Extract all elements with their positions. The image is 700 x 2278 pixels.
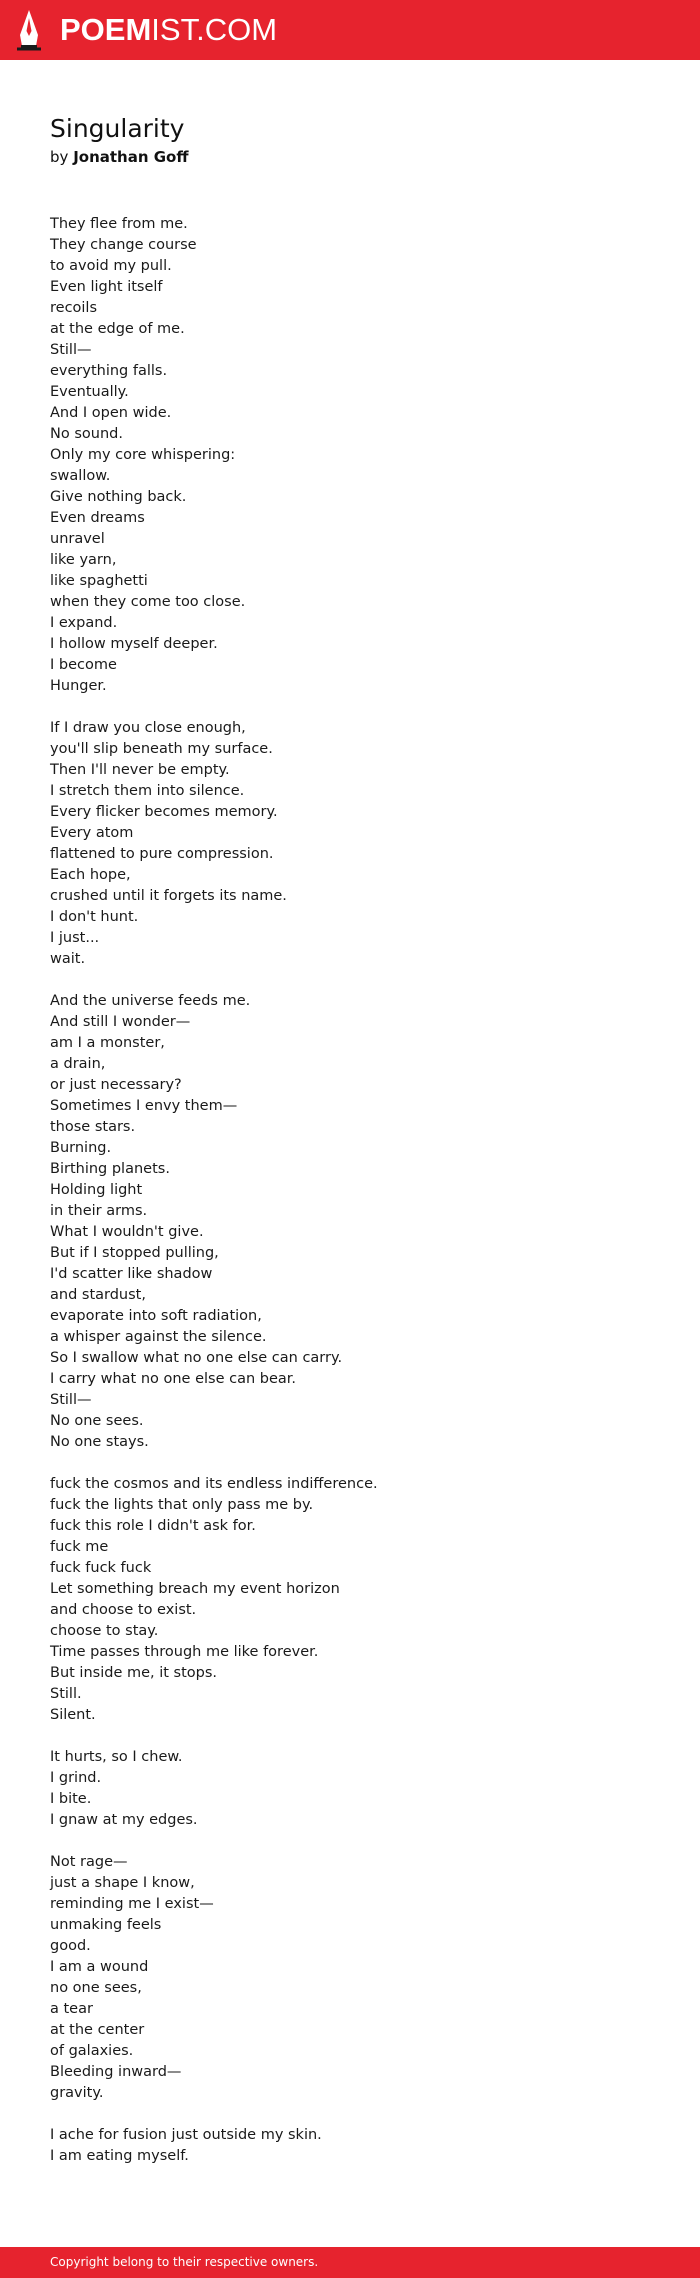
poem-stanza	[50, 991, 650, 1453]
poem-line: Even light itself	[50, 279, 163, 295]
poem-line: just a shape I know,	[50, 1875, 195, 1891]
poem-line: No one stays.	[50, 1434, 149, 1450]
site-header	[0, 0, 700, 60]
poem-line: I don't hunt.	[50, 909, 139, 925]
poem-line: everything falls.	[50, 363, 168, 379]
poem-line: Birthing planets.	[50, 1161, 170, 1177]
poem-line: or just necessary?	[50, 1077, 182, 1093]
poem-line: But inside me, it stops.	[50, 1665, 218, 1681]
pen-nib-icon	[16, 9, 42, 51]
poem-line: I ache for fusion just outside my skin.	[50, 2127, 322, 2143]
poem-line: wait.	[50, 951, 86, 967]
poem-line: And still I wonder—	[50, 1014, 191, 1030]
poem-line: fuck fuck fuck	[50, 1560, 152, 1576]
poem-line: no one sees,	[50, 1980, 142, 1996]
poem-stanza	[50, 718, 650, 970]
poem-line: Eventually.	[50, 384, 129, 400]
poem-line: I am a wound	[50, 1959, 149, 1975]
poem-line: Time passes through me like forever.	[50, 1644, 319, 1660]
poem-line: I stretch them into silence.	[50, 783, 245, 799]
poem-line: Let something breach my event horizon	[50, 1581, 340, 1597]
poem-line: fuck the cosmos and its endless indifference.	[50, 1476, 378, 1492]
poem-line: of galaxies.	[50, 2043, 134, 2059]
poem-line: Then I'll never be empty.	[50, 762, 230, 778]
poem-line: Hunger.	[50, 678, 107, 694]
poem-line: good.	[50, 1938, 91, 1954]
site-logo-text: POEMIST.COM	[60, 12, 278, 47]
poem-line: I hollow myself deeper.	[50, 636, 218, 652]
poem-line: flattened to pure compression.	[50, 846, 274, 862]
poem-stanza	[50, 2125, 650, 2167]
poem-line: I'd scatter like shadow	[50, 1266, 213, 1282]
poem-line: No sound.	[50, 426, 123, 442]
poem-line: Give nothing back.	[50, 489, 187, 505]
poem-line: They flee from me.	[50, 216, 188, 232]
poem-title: Singularity	[50, 114, 185, 143]
poem-line: a drain,	[50, 1056, 106, 1072]
site-logo[interactable]	[16, 9, 277, 51]
poem-line: and choose to exist.	[50, 1602, 197, 1618]
poem-line: I just...	[50, 930, 100, 946]
poem-line: Still.	[50, 1686, 82, 1702]
poem-line: unravel	[50, 531, 105, 547]
poem-line: Each hope,	[50, 867, 131, 883]
poem-line: Still—	[50, 1392, 92, 1408]
poem-line: But if I stopped pulling,	[50, 1245, 219, 1261]
poem-line: like spaghetti	[50, 573, 148, 589]
poem-line: So I swallow what no one else can carry.	[50, 1350, 343, 1366]
poem-line: Every flicker becomes memory.	[50, 804, 278, 820]
poem-line: crushed until it forgets its name.	[50, 888, 287, 904]
poem-line: at the edge of me.	[50, 321, 185, 337]
poem-byline	[50, 146, 650, 168]
copyright-notice: Copyright belong to their respective owners.	[50, 2255, 319, 2269]
poem-line: you'll slip beneath my surface.	[50, 741, 273, 757]
poem-line: I grind.	[50, 1770, 102, 1786]
poem-line: Not rage—	[50, 1854, 128, 1870]
poem-line: It hurts, so I chew.	[50, 1749, 183, 1765]
poem-line: swallow.	[50, 468, 111, 484]
poem-line: unmaking feels	[50, 1917, 162, 1933]
poem-line: and stardust,	[50, 1287, 146, 1303]
poem-line: And the universe feeds me.	[50, 993, 251, 1009]
poem-line: recoils	[50, 300, 98, 316]
poem-line: a whisper against the silence.	[50, 1329, 267, 1345]
poem-line: Silent.	[50, 1707, 96, 1723]
poem-line: They change course	[50, 237, 197, 253]
poem-line: I become	[50, 657, 117, 673]
poem-line: Holding light	[50, 1182, 143, 1198]
poem-line: I am eating myself.	[50, 2148, 189, 2164]
poem-line: Burning.	[50, 1140, 112, 1156]
poem-line: I bite.	[50, 1791, 92, 1807]
poem-line: am I a monster,	[50, 1035, 165, 1051]
poem-line: choose to stay.	[50, 1623, 159, 1639]
poem-line: at the center	[50, 2022, 145, 2038]
poem-line: gravity.	[50, 2085, 104, 2101]
poem-line: evaporate into soft radiation,	[50, 1308, 262, 1324]
poem-line: Every atom	[50, 825, 134, 841]
poem-line: Still—	[50, 342, 92, 358]
poem-line: Bleeding inward—	[50, 2064, 182, 2080]
poem-line: I gnaw at my edges.	[50, 1812, 198, 1828]
poem-line: to avoid my pull.	[50, 258, 172, 274]
poem-line: If I draw you close enough,	[50, 720, 246, 736]
poem-stanza	[50, 214, 650, 697]
poem-line: What I wouldn't give.	[50, 1224, 204, 1240]
poem-line: reminding me I exist—	[50, 1896, 214, 1912]
poem-line: And I open wide.	[50, 405, 172, 421]
poem-line: a tear	[50, 2001, 93, 2017]
poem-line: I expand.	[50, 615, 118, 631]
poem-line: like yarn,	[50, 552, 117, 568]
poem-line: No one sees.	[50, 1413, 144, 1429]
poem-author[interactable]: Jonathan Goff	[73, 148, 189, 166]
poem-line: Only my core whispering:	[50, 447, 236, 463]
poem-line: I carry what no one else can bear.	[50, 1371, 297, 1387]
poem-line: fuck the lights that only pass me by.	[50, 1497, 314, 1513]
poem-stanza	[50, 1852, 650, 2104]
poem-stanza	[50, 1474, 650, 1726]
poem-stanza	[50, 1747, 650, 1831]
site-footer	[0, 2247, 700, 2278]
poem-body	[50, 214, 650, 2167]
poem-line: in their arms.	[50, 1203, 148, 1219]
poem-line: Sometimes I envy them—	[50, 1098, 238, 1114]
poem-line: fuck me	[50, 1539, 109, 1555]
poem-line: fuck this role I didn't ask for.	[50, 1518, 256, 1534]
poem-content	[50, 112, 650, 2188]
poem-line: Even dreams	[50, 510, 145, 526]
poem-line: when they come too close.	[50, 594, 246, 610]
byline-prefix: by	[50, 148, 69, 166]
poem-line: those stars.	[50, 1119, 136, 1135]
